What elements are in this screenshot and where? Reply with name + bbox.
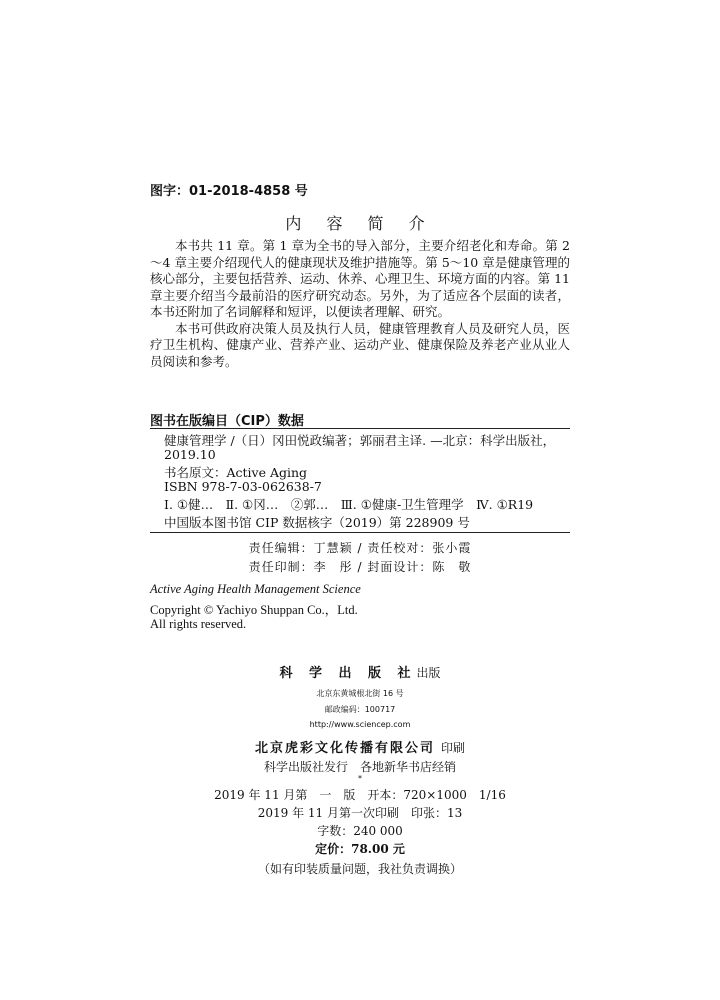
publisher-name: 科 学 出 版 社 bbox=[279, 666, 417, 681]
cip-line-1: 健康管理学 /（日）冈田悦政编著；郭丽君主译. —北京：科学出版社， bbox=[164, 433, 556, 448]
english-title: Active Aging Health Management Science bbox=[150, 582, 361, 596]
cip-box bbox=[150, 428, 570, 533]
publisher-address: 北京东黄城根北街 16 号 bbox=[316, 689, 404, 698]
publisher-postcode: 邮政编码：100717 bbox=[324, 705, 396, 714]
printer-suffix: 印刷 bbox=[441, 741, 466, 755]
publisher-line bbox=[0, 662, 720, 681]
intro-paragraph-2: 本书可供政府决策人员及执行人员，健康管理教育人员及研究人员，医疗卫生机构、健康产业、营养产业、运动产业、健康保险及养老产业从业人员阅读和参考。 bbox=[150, 320, 570, 369]
quality-notice: （如有印装质量问题，我社负责调换） bbox=[257, 862, 462, 876]
cip-line-4: ISBN 978-7-03-062638-7 bbox=[164, 479, 322, 494]
printer-name: 北京虎彩文化传播有限公司 bbox=[254, 741, 435, 756]
publisher-url: http://www.sciencep.com bbox=[309, 720, 411, 729]
intro-section bbox=[150, 238, 570, 370]
publisher-suffix: 出版 bbox=[416, 666, 441, 680]
copyright-line: Copyright © Yachiyo Shuppan Co.，Ltd. bbox=[150, 603, 358, 617]
intro-title: 内 容 简 介 bbox=[285, 214, 435, 233]
cip-line-6: 中国版本图书馆 CIP 数据核字（2019）第 228909 号 bbox=[164, 515, 470, 530]
price: 定价：78.00 元 bbox=[315, 842, 405, 856]
edition-line-1: 2019 年 11 月第 一 版 开本：720×1000 1/16 bbox=[214, 788, 506, 802]
registration-number: 图字：01-2018-4858 号 bbox=[150, 184, 308, 199]
separator-star: * bbox=[358, 774, 362, 783]
cip-title: 图书在版编目（CIP）数据 bbox=[150, 414, 304, 429]
cip-line-5: Ⅰ. ①健… Ⅱ. ①冈… ②郭… Ⅲ. ①健康-卫生管理学 Ⅳ. ①R19 bbox=[164, 497, 534, 512]
printer-line bbox=[0, 737, 720, 756]
intro-paragraph-1: 本书共 11 章。第 1 章为全书的导入部分，主要介绍老化和寿命。第 2～4 章主要介绍现代人的健康现状及维护措施等。第 5～10 章是健康管理的核心部分，主要包括营养、运动、休养、心理卫生、环境方面的内容。第 11 章主要介绍当今最前沿的医疗研究动态。另外，为了适应各个层面的读者，本书还附加了名词解释和短评，以便读者理解、研究。 bbox=[150, 238, 570, 319]
credits-line-1: 责任编辑：丁慧颖 / 责任校对：张小霞 bbox=[248, 541, 472, 555]
cip-line-2: 2019.10 bbox=[164, 447, 216, 462]
cip-line-3: 书名原文：Active Aging bbox=[164, 465, 308, 480]
rights-line: All rights reserved. bbox=[150, 617, 247, 631]
word-count: 字数：240 000 bbox=[317, 824, 403, 838]
credits-line-2: 责任印制：李 彤 / 封面设计：陈 敬 bbox=[248, 560, 472, 574]
distribution-line: 科学出版社发行 各地新华书店经销 bbox=[263, 760, 456, 774]
edition-line-2: 2019 年 11 月第一次印刷 印张：13 bbox=[257, 806, 463, 820]
